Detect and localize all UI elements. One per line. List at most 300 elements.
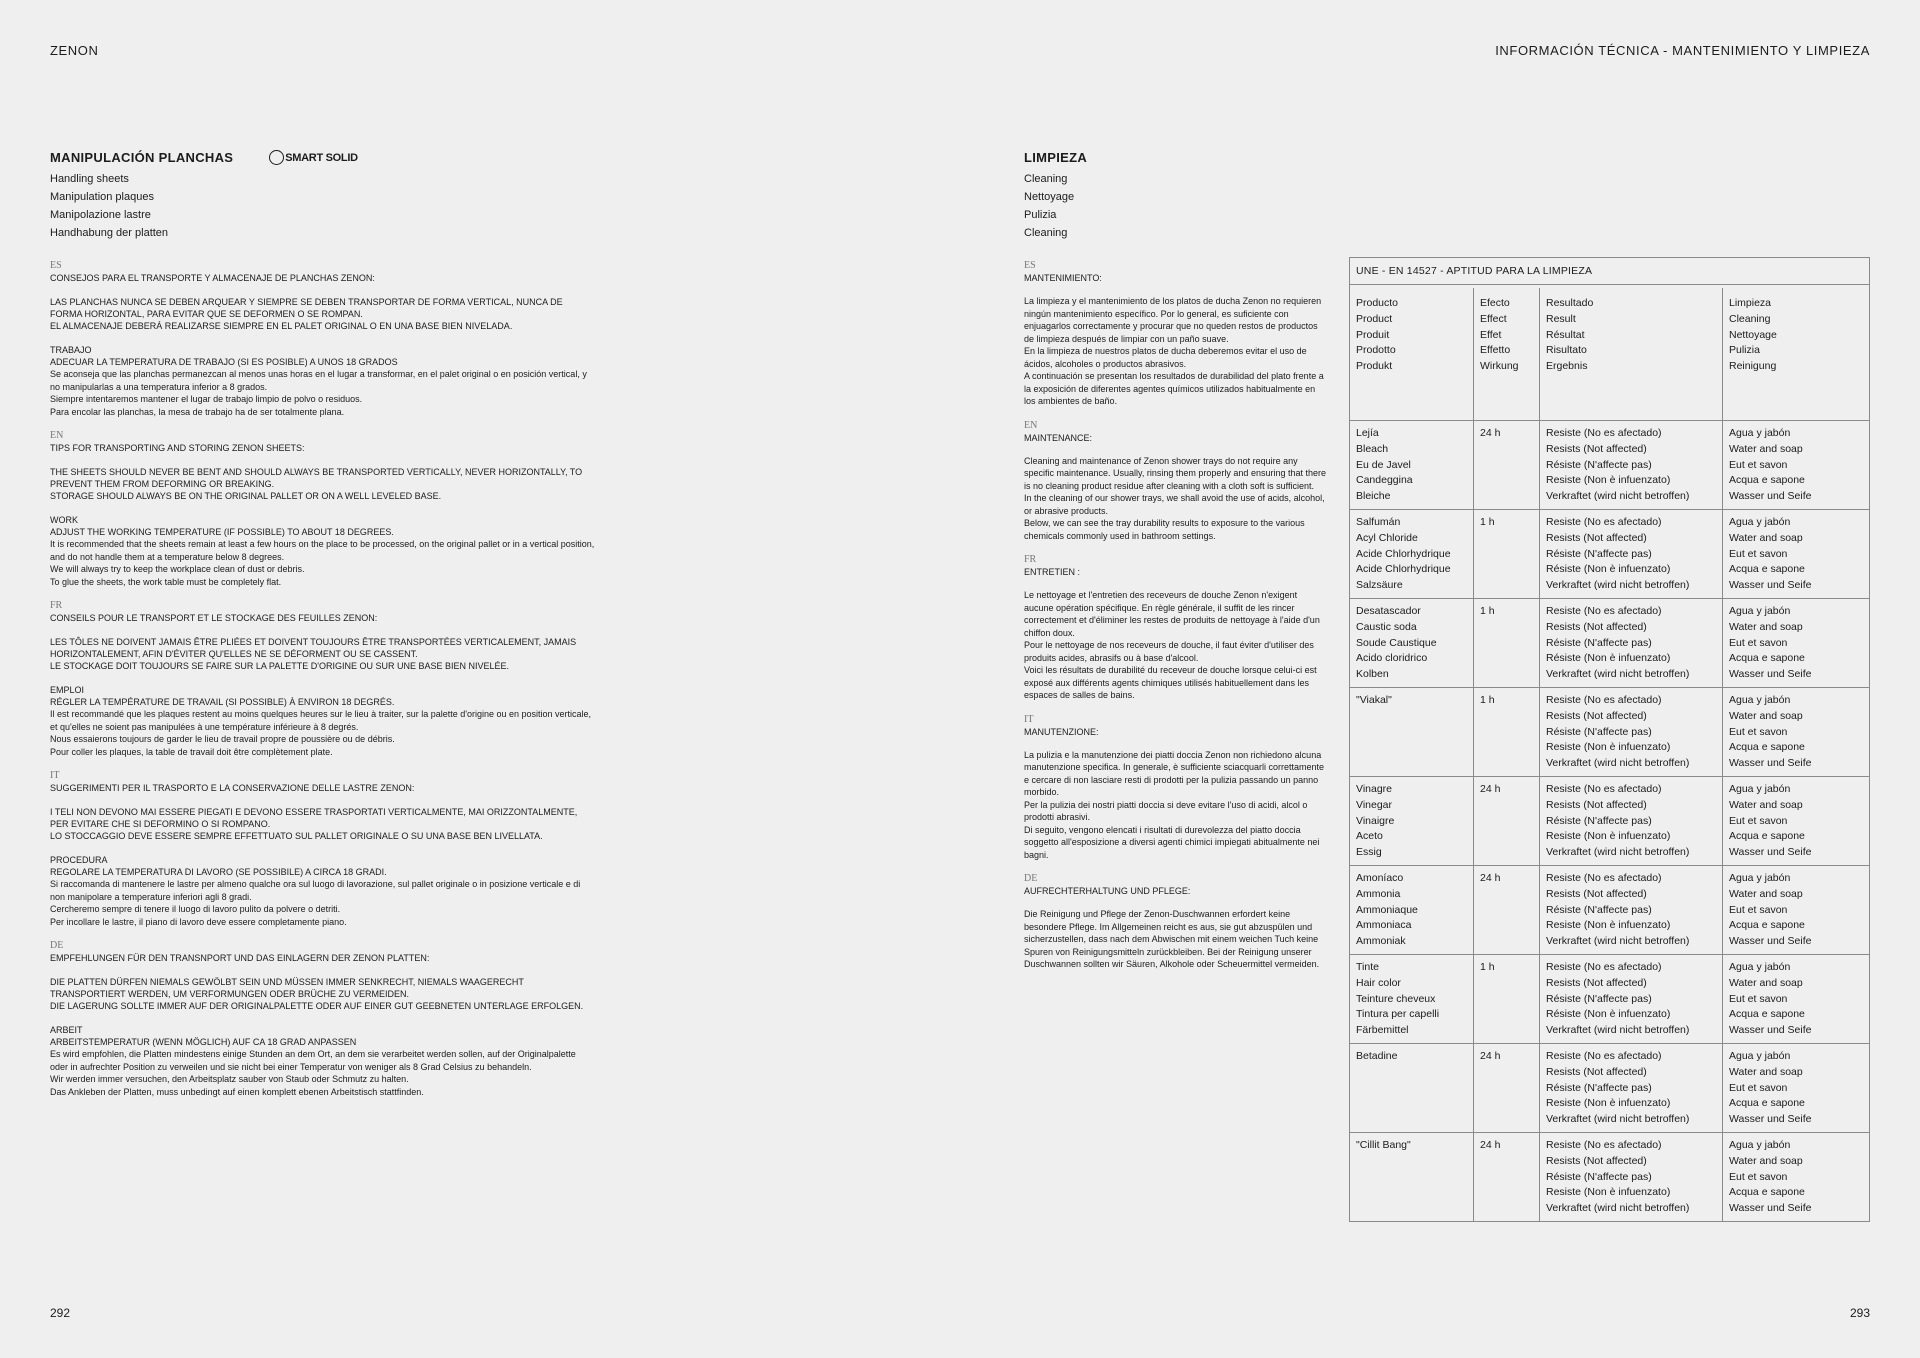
block-heading: CONSEILS POUR LE TRANSPORT ET LE STOCKAGE DES FEUILLES ZENON:: [50, 613, 378, 623]
product-name: Kolben: [1356, 668, 1389, 681]
effect-cell: [1474, 866, 1540, 954]
header-line: Nettoyage: [1729, 328, 1777, 341]
result-line: Resists (Not affected): [1546, 1065, 1647, 1078]
cleaning-title: LIMPIEZA: [1024, 150, 1088, 165]
cleaning-line: Acqua e sapone: [1729, 1097, 1805, 1110]
cleaning-line: Acqua e sapone: [1729, 741, 1805, 754]
cleaning-line: Water and soap: [1729, 798, 1803, 811]
transport-rule: DIE LAGERUNG SOLLTE IMMER AUF DER ORIGINALPALETTE ODER AUF EINER GUT GEEBNETEN UNTERLAGE ERFOLGEN.: [50, 1001, 584, 1011]
header-line: Ergebnis: [1546, 360, 1588, 373]
result-line: Resiste (Non è infuenzato): [1546, 1097, 1671, 1110]
cleaning-line: Eut et savon: [1729, 1170, 1788, 1183]
product-name: Färbemittel: [1356, 1024, 1409, 1037]
result-cell: [1540, 688, 1723, 776]
subtitle: Handhabung der platten: [50, 227, 169, 239]
cleaning-cell: [1723, 1044, 1869, 1132]
result-line: Verkraftet (wird nicht betroffen): [1546, 490, 1690, 503]
product-name: Acide Chlorhydrique: [1356, 563, 1451, 576]
body-paragraph: Pour coller les plaques, la table de travail doit être complètement plate.: [50, 746, 333, 757]
effect-duration: 1 h: [1480, 605, 1495, 617]
result-cell: [1540, 599, 1723, 687]
product-name: "Viakal": [1356, 694, 1392, 706]
work-subtitle: ADECUAR LA TEMPERATURA DE TRABAJO (SI ES POSIBLE) A UNOS 18 GRADOS: [50, 357, 398, 367]
block-heading: MAINTENANCE:: [1024, 432, 1093, 443]
body-paragraph: La pulizia e la manutenzione dei piatti doccia Zenon non richiedono alcuna manutenzione specifica. In generale, è sufficiente sciacquarli correttamente e cercare di non lasciare resti di prodotti per la pulizia passando un panno morbido.: [1024, 749, 1325, 797]
cleaning-cell: [1723, 421, 1869, 509]
language-code: FR: [1024, 554, 1037, 565]
header-line: Effetto: [1480, 344, 1511, 357]
cleaning-line: Wasser und Seife: [1729, 935, 1812, 948]
work-title: WORK: [50, 515, 78, 525]
header-line: Pulizia: [1729, 344, 1760, 357]
body-paragraph: Es wird empfohlen, die Platten mindestens einige Stunden an dem Ort, an dem sie verarbeitet werden sollen, auf der Originalpalette oder in aufrechter Position zu verweilen und sie nicht bei einer Temperatur von weniger als 8 Grad Celsius zu behandeln.: [50, 1049, 576, 1072]
table-title: UNE - EN 14527 - APTITUD PARA LA LIMPIEZA: [1350, 258, 1869, 285]
block-heading: SUGGERIMENTI PER IL TRASPORTO E LA CONSERVAZIONE DELLE LASTRE ZENON:: [50, 783, 415, 793]
subtitle: Cleaning: [1024, 173, 1068, 185]
result-line: Resiste (Non è infuenzato): [1546, 474, 1671, 487]
cleaning-line: Eut et savon: [1729, 636, 1788, 649]
block-heading: ENTRETIEN :: [1024, 567, 1081, 577]
body-paragraph: Cercheremo sempre di tenere il luogo di lavoro pulito da polvere o detriti.: [50, 904, 341, 914]
product-name: Eu de Javel: [1356, 458, 1411, 471]
page-number-left: 292: [50, 1306, 71, 1320]
product-name: Teinture cheveux: [1356, 992, 1436, 1005]
result-cell: [1540, 1044, 1723, 1132]
result-line: Résiste (N'affecte pas): [1546, 903, 1652, 916]
smart-solid-label: SMART SOLID: [285, 151, 358, 164]
result-cell: [1540, 866, 1723, 954]
cleaning-line: Eut et savon: [1729, 547, 1788, 560]
body-paragraph: We will always try to keep the workplace clean of dust or debris.: [50, 564, 305, 574]
header-result: [1540, 288, 1723, 420]
cleaning-line: Acqua e sapone: [1729, 919, 1805, 932]
result-line: Verkraftet (wird nicht betroffen): [1546, 579, 1690, 592]
header-effect: [1474, 288, 1540, 420]
cleaning-line: Wasser und Seife: [1729, 1113, 1812, 1126]
effect-duration: 24 h: [1480, 1050, 1501, 1062]
product-name: Ammoniaque: [1356, 903, 1418, 916]
smart-solid-badge: [269, 150, 357, 165]
result-line: Résiste (N'affecte pas): [1546, 992, 1652, 1005]
effect-duration: 1 h: [1480, 516, 1495, 528]
product-name: Tinte: [1356, 961, 1379, 973]
cleaning-cell: [1723, 599, 1869, 687]
header-product: [1350, 288, 1474, 420]
cleaning-line: Wasser und Seife: [1729, 1024, 1812, 1037]
header-line: Effet: [1480, 328, 1502, 341]
product-name: "Cillit Bang": [1356, 1139, 1411, 1151]
result-line: Resiste (No es afectado): [1546, 694, 1662, 706]
transport-rule: DIE PLATTEN DÜRFEN NIEMALS GEWÖLBT SEIN UND MÜSSEN IMMER SENKRECHT, NIEMALS WAAGERECHT TRANSPORTIERT WERDEN, UM VERFORMUNGEN ODER BRÜCHE ZU VERMEIDEN.: [50, 977, 524, 999]
result-line: Resists (Not affected): [1546, 442, 1647, 455]
body-paragraph: In the cleaning of our shower trays, we shall avoid the use of acids, alcohol, or abrasive products.: [1024, 493, 1325, 516]
body-paragraph: Di seguito, vengono elencati i risultati di durevolezza del piatto doccia soggetto all'esposizione a diversi agenti chimici impiegati abitualmente nei bagni.: [1024, 824, 1320, 860]
product-name: Ammoniaca: [1356, 919, 1412, 932]
effect-cell: [1474, 510, 1540, 598]
result-line: Résiste (N'affecte pas): [1546, 725, 1652, 738]
product-name: Soude Caustique: [1356, 636, 1437, 649]
cleaning-line: Water and soap: [1729, 976, 1803, 989]
product-name: Vinagre: [1356, 783, 1393, 795]
body-paragraph: Nous essaierons toujours de garder le lieu de travail propre de poussière ou de débris.: [50, 734, 395, 744]
transport-rule: LE STOCKAGE DOIT TOUJOURS SE FAIRE SUR LA PALETTE D'ORIGINE OU SUR UNE BASE BIEN NIVELÉE.: [50, 661, 510, 671]
table-body: [1350, 421, 1869, 1221]
work-title: PROCEDURA: [50, 855, 108, 865]
effect-duration: 1 h: [1480, 694, 1495, 706]
transport-rules: [50, 466, 595, 502]
block-heading: MANTENIMIENTO:: [1024, 273, 1102, 283]
cleaning-line: Acqua e sapone: [1729, 1186, 1805, 1199]
language-code: ES: [1024, 260, 1036, 271]
result-line: Resiste (Non è infuenzato): [1546, 741, 1671, 754]
cleaning-line: Wasser und Seife: [1729, 579, 1812, 592]
product-name: Lejía: [1356, 427, 1379, 439]
result-line: Verkraftet (wird nicht betroffen): [1546, 1202, 1690, 1215]
cleaning-cell: [1723, 955, 1869, 1043]
maintenance-block-fr: [1024, 554, 1328, 702]
effect-duration: 1 h: [1480, 961, 1495, 973]
maintenance-block-de: [1024, 873, 1328, 971]
subtitle: Pulizia: [1024, 209, 1057, 221]
language-block-en: [50, 430, 595, 588]
block-heading: EMPFEHLUNGEN FÜR DEN TRANSNPORT UND DAS EINLAGERN DER ZENON PLATTEN:: [50, 953, 430, 963]
cleaning-line: Wasser und Seife: [1729, 757, 1812, 770]
result-line: Verkraftet (wird nicht betroffen): [1546, 1024, 1690, 1037]
product-name: Acido cloridrico: [1356, 652, 1428, 665]
header-line: Result: [1546, 312, 1576, 325]
header-line: Producto: [1356, 297, 1399, 309]
maintenance-text: [1024, 295, 1328, 408]
result-line: Verkraftet (wird nicht betroffen): [1546, 668, 1690, 681]
body-paragraph: Voici les résultats de durabilité du receveur de douche lorsque celui-ci est exposé aux différents agents chimiques utilisés habituellement dans les espaces de salles de bains.: [1024, 665, 1317, 700]
handling-language-blocks: [50, 260, 595, 1098]
result-line: Verkraftet (wird nicht betroffen): [1546, 1113, 1690, 1126]
product-name: Amoníaco: [1356, 872, 1404, 884]
header-line: Limpieza: [1729, 297, 1772, 309]
result-cell: [1540, 777, 1723, 865]
effect-duration: 24 h: [1480, 1139, 1501, 1151]
language-block-it: [50, 770, 595, 928]
cleaning-cell: [1723, 688, 1869, 776]
body-paragraph: Die Reinigung und Pflege der Zenon-Duschwannen erfordert keine besondere Pflege. Im Allgemeinen reicht es aus, sie gut abzuspülen und sicherzustellen, dass nach dem Abwischen mit einem weichen Tuch keine Spuren von Reinigungsmitteln zurückbleiben. Bei der Reinigung unserer Duschwannen sollten wir Säuren, Alkohole oder Scheuermittel vermeiden.: [1024, 909, 1320, 969]
language-code: EN: [50, 430, 64, 441]
cleaning-cell: [1723, 866, 1869, 954]
transport-rules: [50, 806, 595, 842]
maintenance-block-es: [1024, 260, 1328, 408]
transport-rule: LES TÔLES NE DOIVENT JAMAIS ÊTRE PLIÉES ET DOIVENT TOUJOURS ÊTRE TRANSPORTÉES VERTICALEMENT, JAMAIS HORIZONTALEMENT, AFIN D'ÉVITER QU'ELLES NE SE DÉFORMENT OU SE CASSENT.: [50, 637, 577, 659]
maintenance-text: [1024, 589, 1328, 702]
header-line: Effect: [1480, 312, 1507, 325]
product-cell: [1350, 1133, 1474, 1221]
product-cell: [1350, 955, 1474, 1043]
product-cell: [1350, 421, 1474, 509]
effect-duration: 24 h: [1480, 872, 1501, 884]
cleaning-line: Water and soap: [1729, 442, 1803, 455]
table-row: [1350, 1133, 1869, 1221]
cleaning-line: Agua y jabón: [1729, 1139, 1791, 1151]
result-line: Résiste (Non è infuenzato): [1546, 1008, 1671, 1021]
effect-duration: 24 h: [1480, 427, 1501, 439]
transport-rule: STORAGE SHOULD ALWAYS BE ON THE ORIGINAL PALLET OR ON A WELL LEVELED BASE.: [50, 491, 442, 501]
product-name: Caustic soda: [1356, 620, 1417, 633]
body-paragraph: Il est recommandé que les plaques restent au moins quelques heures sur le lieu à traiter, sur la palette d'origine ou en position verticale, et qu'elles ne soient pas manipulées à une température inférieure à 8 degrés.: [50, 709, 592, 732]
cleaning-line: Eut et savon: [1729, 814, 1788, 827]
table-row: [1350, 688, 1869, 777]
work-subtitle: ARBEITSTEMPERATUR (WENN MÖGLICH) AUF CA 18 GRAD ANPASSEN: [50, 1037, 357, 1047]
subtitle: Nettoyage: [1024, 191, 1075, 203]
handling-title: MANIPULACIÓN PLANCHAS: [50, 150, 234, 165]
product-name: Hair color: [1356, 976, 1401, 989]
transport-rules: [50, 636, 595, 672]
language-code: ES: [50, 260, 62, 271]
cleaning-line: Wasser und Seife: [1729, 1202, 1812, 1215]
product-name: Candeggina: [1356, 474, 1413, 487]
cleaning-language-blocks: [1024, 260, 1328, 971]
result-line: Resiste (Non è infuenzato): [1546, 919, 1671, 932]
maintenance-text: [1024, 908, 1328, 971]
result-line: Resiste (No es afectado): [1546, 516, 1662, 528]
body-paragraph: Pour le nettoyage de nos receveurs de douche, il faut éviter d'utiliser des produits acides, abrasifs ou à base d'alcool.: [1024, 640, 1314, 663]
cleaning-line: Eut et savon: [1729, 725, 1788, 738]
cleaning-line: Acqua e sapone: [1729, 652, 1805, 665]
result-line: Resists (Not affected): [1546, 709, 1647, 722]
result-line: Resists (Not affected): [1546, 1154, 1647, 1167]
result-line: Résiste (N'affecte pas): [1546, 636, 1652, 649]
result-line: Resiste (No es afectado): [1546, 1050, 1662, 1062]
cleaning-line: Eut et savon: [1729, 1081, 1788, 1094]
maintenance-block-it: [1024, 714, 1328, 862]
handling-title-row: [50, 150, 595, 165]
transport-rule: LO STOCCAGGIO DEVE ESSERE SEMPRE EFFETTUATO SUL PALLET ORIGINALE O SU UNA BASE BEN LIVELLATA.: [50, 831, 543, 841]
product-name: Bleiche: [1356, 490, 1391, 503]
handling-subtitles: [50, 170, 595, 242]
result-line: Resiste (Non è infuenzato): [1546, 1186, 1671, 1199]
block-heading: TIPS FOR TRANSPORTING AND STORING ZENON SHEETS:: [50, 443, 305, 453]
language-code: EN: [1024, 419, 1038, 431]
cleaning-subtitles: [1024, 170, 1328, 242]
language-code: DE: [50, 940, 64, 951]
cleaning-line: Agua y jabón: [1729, 783, 1791, 795]
table-row: [1350, 421, 1869, 510]
maintenance-block-en: [1024, 420, 1328, 543]
table-row: [1350, 1044, 1869, 1133]
work-subtitle: RÉGLER LA TEMPÉRATURE DE TRAVAIL (SI POSSIBLE) À ENVIRON 18 DEGRÉS.: [50, 697, 395, 707]
transport-rule: THE SHEETS SHOULD NEVER BE BENT AND SHOULD ALWAYS BE TRANSPORTED VERTICALLY, NEVER HORIZONTALLY, TO PREVENT THEM FROM DEFORMING OR BREAKING.: [50, 467, 583, 489]
body-paragraph: Below, we can see the tray durability results to exposure to the various chemicals commonly used in bathroom settings.: [1024, 518, 1305, 541]
cleaning-line: Wasser und Seife: [1729, 490, 1812, 503]
effect-cell: [1474, 777, 1540, 865]
table-row: [1350, 866, 1869, 955]
header-line: Wirkung: [1480, 360, 1519, 373]
product-cell: [1350, 777, 1474, 865]
header-line: Prodotto: [1356, 344, 1396, 357]
cleaning-line: Acqua e sapone: [1729, 563, 1805, 576]
table-row: [1350, 777, 1869, 866]
cleaning-aptitude-table: [1349, 257, 1870, 1222]
header-section: INFORMACIÓN TÉCNICA - MANTENIMIENTO Y LIMPIEZA: [1495, 43, 1870, 58]
cleaning-line: Water and soap: [1729, 620, 1803, 633]
transport-rules: [50, 296, 595, 332]
result-cell: [1540, 1133, 1723, 1221]
body-paragraph: Per la pulizia dei nostri piatti doccia si deve evitare l'uso di acidi, alcol o prodotti abrasivi.: [1024, 799, 1308, 822]
result-line: Résiste (N'affecte pas): [1546, 1081, 1652, 1094]
language-block-fr: [50, 600, 595, 758]
header-cleaning: [1723, 288, 1869, 420]
page-number-right: 293: [1849, 1306, 1870, 1320]
cleaning-cell: [1723, 1133, 1869, 1221]
cleaning-line: Water and soap: [1729, 887, 1803, 900]
header-line: Cleaning: [1729, 312, 1771, 325]
product-cell: [1350, 866, 1474, 954]
body-paragraph: Si raccomanda di mantenere le lastre per almeno qualche ora sul luogo di lavorazione, sul pallet originale o in posizione verticale e di non manipolare a temperature inferiori agli 8 gradi.: [50, 879, 581, 902]
cleaning-line: Agua y jabón: [1729, 427, 1791, 439]
result-line: Resists (Not affected): [1546, 531, 1647, 544]
result-line: Resists (Not affected): [1546, 976, 1647, 989]
result-line: Resiste (No es afectado): [1546, 783, 1662, 795]
header-line: Produit: [1356, 328, 1390, 341]
result-line: Resiste (No es afectado): [1546, 605, 1662, 617]
cleaning-line: Wasser und Seife: [1729, 846, 1812, 859]
body-paragraph: Per incollare le lastre, il piano di lavoro deve essere completamente piano.: [50, 916, 347, 927]
result-cell: [1540, 421, 1723, 509]
body-paragraph: It is recommended that the sheets remain at least a few hours on the place to be processed, on the original pallet or in a vertical position, and do not handle them at a temperature below 8 degrees.: [50, 539, 595, 562]
result-line: Verkraftet (wird nicht betroffen): [1546, 935, 1690, 948]
subtitle: Manipolazione lastre: [50, 209, 151, 221]
transport-rule: EL ALMACENAJE DEBERÁ REALIZARSE SIEMPRE EN EL PALET ORIGINAL O EN UNA BASE BIEN NIVELADA.: [50, 321, 513, 331]
result-line: Resists (Not affected): [1546, 887, 1647, 900]
cleaning-line: Wasser und Seife: [1729, 668, 1812, 681]
header-line: Résultat: [1546, 328, 1585, 341]
body-paragraph: Se aconseja que las planchas permanezcan al menos unas horas en el lugar a transformar, en el palet original o en posición vertical, y no manipularlas a una temperatura inferior a 8 grados.: [50, 369, 587, 392]
product-name: Aceto: [1356, 830, 1383, 843]
cleaning-line: Agua y jabón: [1729, 605, 1791, 617]
maintenance-text: [1024, 455, 1328, 543]
body-paragraph: Siempre intentaremos mantener el lugar de trabajo limpio de polvo o residuos.: [50, 394, 363, 404]
body-paragraph: La limpieza y el mantenimiento de los platos de ducha Zenon no requieren ningún mantenimiento específico. Por lo general, es suficiente con enjuagarlos correctamente y procurar que no queden restos de productos de limpieza después de limpiar con un paño suave.: [1024, 296, 1322, 344]
work-title: TRABAJO: [50, 345, 92, 355]
effect-cell: [1474, 421, 1540, 509]
header-line: Resultado: [1546, 297, 1594, 309]
product-name: Bleach: [1356, 442, 1389, 455]
product-name: Salfumán: [1356, 516, 1401, 528]
cleaning-line: Water and soap: [1729, 1065, 1803, 1078]
body-paragraph: Wir werden immer versuchen, den Arbeitsplatz sauber von Staub oder Schmutz zu halten.: [50, 1074, 409, 1084]
cleaning-line: Eut et savon: [1729, 992, 1788, 1005]
product-name: Ammonia: [1356, 887, 1401, 900]
result-line: Resists (Not affected): [1546, 798, 1647, 811]
work-title: EMPLOI: [50, 685, 85, 695]
product-name: Tintura per capelli: [1356, 1008, 1440, 1021]
cleaning-line: Agua y jabón: [1729, 516, 1791, 528]
cleaning-line: Water and soap: [1729, 709, 1803, 722]
cleaning-line: Water and soap: [1729, 1154, 1803, 1167]
result-cell: [1540, 955, 1723, 1043]
cleaning-line: Water and soap: [1729, 531, 1803, 544]
table-row: [1350, 599, 1869, 688]
cleaning-line: Agua y jabón: [1729, 872, 1791, 884]
cleaning-section: [1024, 150, 1328, 971]
product-name: Betadine: [1356, 1050, 1398, 1062]
transport-rule: LAS PLANCHAS NUNCA SE DEBEN ARQUEAR Y SIEMPRE SE DEBEN TRANSPORTAR DE FORMA VERTICAL, NUNCA DE FORMA HORIZONTAL, PARA EVITAR QUE SE DEFORMEN O SE ROMPAN.: [50, 297, 563, 319]
product-cell: [1350, 599, 1474, 687]
result-line: Résiste (N'affecte pas): [1546, 814, 1652, 827]
cleaning-line: Acqua e sapone: [1729, 830, 1805, 843]
product-name: Desatascador: [1356, 605, 1421, 617]
transport-rules: [50, 976, 595, 1012]
block-heading: AUFRECHTERHALTUNG UND PFLEGE:: [1024, 886, 1191, 896]
work-title: ARBEIT: [50, 1025, 83, 1035]
header-line: Produkt: [1356, 360, 1393, 373]
result-line: Résiste (Non è infuenzato): [1546, 652, 1671, 665]
circle-icon: [269, 150, 284, 165]
header-line: Efecto: [1480, 297, 1510, 309]
result-line: Résiste (N'affecte pas): [1546, 458, 1652, 471]
work-subtitle: REGOLARE LA TEMPERATURA DI LAVORO (SE POSSIBILE) A CIRCA 18 GRADI.: [50, 867, 387, 877]
table-row: [1350, 955, 1869, 1044]
body-paragraph: Le nettoyage et l'entretien des receveurs de douche Zenon n'exigent aucune opération spécifique. En règle générale, il suffit de les rincer correctement et d'éliminer les restes de produits de nettoyage à l'aide d'un chiffon doux.: [1024, 590, 1320, 638]
cleaning-line: Eut et savon: [1729, 903, 1788, 916]
body-paragraph: Das Ankleben der Platten, muss unbedingt auf einen komplett ebenen Arbeitstisch stattfinden.: [50, 1086, 424, 1097]
header-line: Risultato: [1546, 344, 1587, 357]
result-line: Resiste (No es afectado): [1546, 1139, 1662, 1151]
handling-section: [50, 150, 595, 1098]
product-cell: [1350, 688, 1474, 776]
cleaning-line: Acqua e sapone: [1729, 1008, 1805, 1021]
body-paragraph: Para encolar las planchas, la mesa de trabajo ha de ser totalmente plana.: [50, 406, 345, 417]
cleaning-line: Agua y jabón: [1729, 694, 1791, 706]
effect-cell: [1474, 1044, 1540, 1132]
work-subtitle: ADJUST THE WORKING TEMPERATURE (IF POSSIBLE) TO ABOUT 18 DEGREES.: [50, 527, 394, 537]
result-line: Resiste (No es afectado): [1546, 961, 1662, 973]
product-name: Acide Chlorhydrique: [1356, 547, 1451, 560]
body-paragraph: A continuación se presentan los resultados de durabilidad del plato frente a la exposición de diferentes agentes químicos utilizados habitualmente en los ambientes de baño.: [1024, 371, 1324, 406]
product-name: Acyl Chloride: [1356, 531, 1418, 544]
product-name: Salzsäure: [1356, 579, 1403, 592]
result-line: Résiste (N'affecte pas): [1546, 547, 1652, 560]
result-line: Résiste (N'affecte pas): [1546, 1170, 1652, 1183]
block-heading: MANUTENZIONE:: [1024, 726, 1099, 737]
product-name: Ammoniak: [1356, 935, 1406, 948]
result-line: Résiste (Non è infuenzato): [1546, 563, 1671, 576]
product-cell: [1350, 1044, 1474, 1132]
body-paragraph: En la limpieza de nuestros platos de ducha deberemos evitar el uso de ácidos, alcoholes o productos abrasivos.: [1024, 346, 1307, 369]
effect-cell: [1474, 599, 1540, 687]
result-line: Verkraftet (wird nicht betroffen): [1546, 757, 1690, 770]
product-cell: [1350, 510, 1474, 598]
language-code: FR: [50, 600, 63, 611]
language-code: DE: [1024, 873, 1038, 884]
result-line: Resiste (No es afectado): [1546, 872, 1662, 884]
transport-rule: I TELI NON DEVONO MAI ESSERE PIEGATI E DEVONO ESSERE TRASPORTATI VERTICALMENTE, MAI ORIZZONTALMENTE, PER EVITARE CHE SI DEFORMINO O SI ROMPANO.: [50, 807, 578, 829]
result-line: Verkraftet (wird nicht betroffen): [1546, 846, 1690, 859]
product-name: Vinaigre: [1356, 814, 1395, 827]
cleaning-line: Agua y jabón: [1729, 961, 1791, 973]
header-brand: ZENON: [50, 43, 99, 58]
subtitle: Cleaning: [1024, 227, 1068, 239]
cleaning-cell: [1723, 777, 1869, 865]
language-block-de: [50, 940, 595, 1098]
body-paragraph: To glue the sheets, the work table must be completely flat.: [50, 576, 282, 587]
subtitle: Handling sheets: [50, 173, 129, 185]
result-line: Resiste (Non è infuenzato): [1546, 830, 1671, 843]
effect-cell: [1474, 1133, 1540, 1221]
table-header-row: [1350, 285, 1869, 421]
header-line: Product: [1356, 312, 1393, 325]
cleaning-line: Acqua e sapone: [1729, 474, 1805, 487]
language-code: IT: [50, 770, 60, 781]
product-name: Essig: [1356, 846, 1382, 859]
table-row: [1350, 510, 1869, 599]
